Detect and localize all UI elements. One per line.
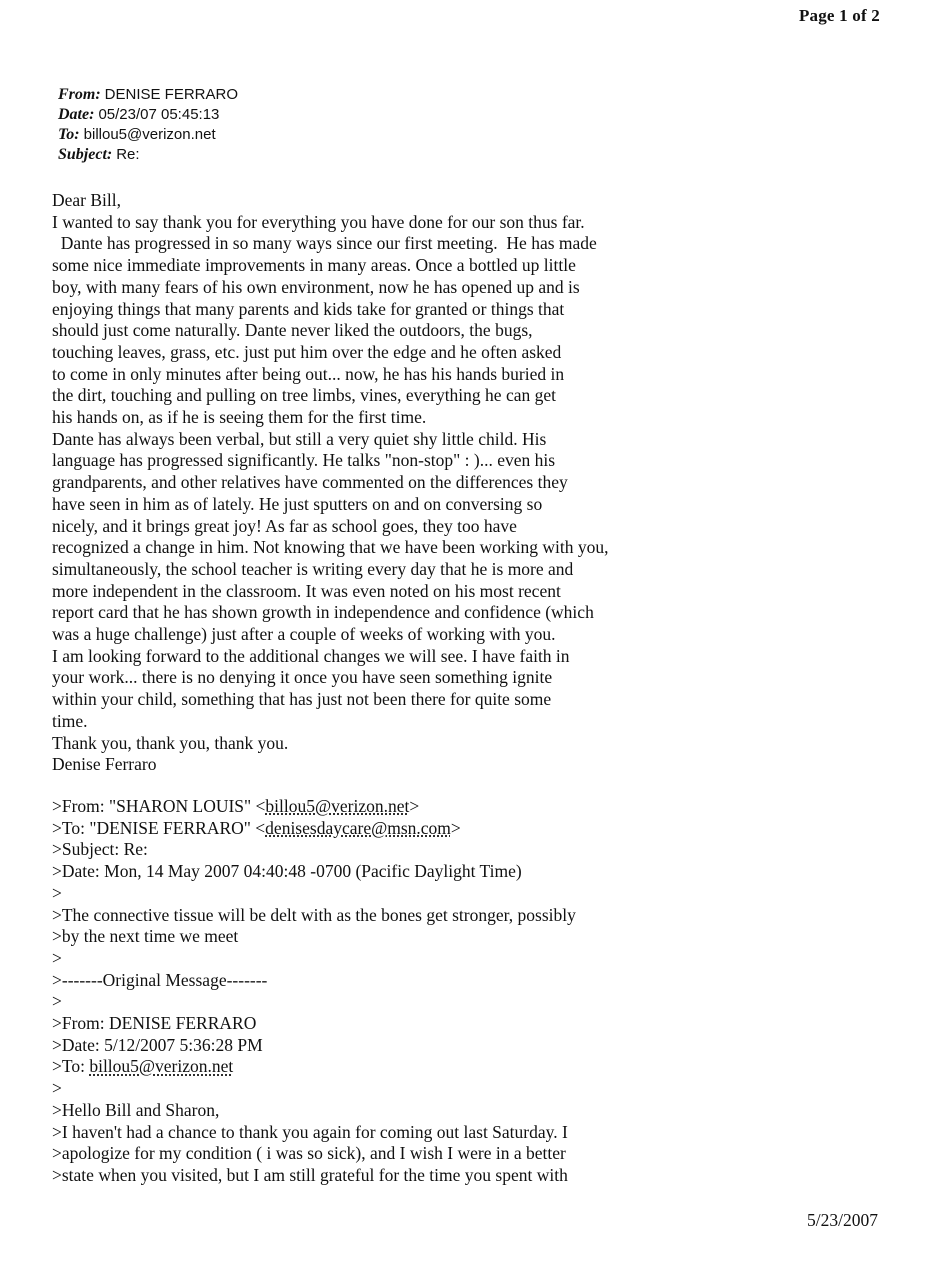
to-value: billou5@verizon.net bbox=[83, 126, 216, 143]
letter-line: the dirt, touching and pulling on tree limbs, vines, everything he can get bbox=[52, 385, 556, 406]
letter-signature: Denise Ferraro bbox=[52, 754, 157, 775]
quoted-to-prefix: >To: "DENISE FERRARO" < bbox=[52, 817, 266, 838]
subject-label: Subject: bbox=[58, 146, 113, 163]
letter-line: was a huge challenge) just after a couple of weeks of working with you. bbox=[52, 624, 556, 645]
quoted-blank-line: > bbox=[52, 947, 62, 968]
letter-line: should just come naturally. Dante never liked the outdoors, the bugs, bbox=[52, 320, 533, 341]
from-value: DENISE FERRARO bbox=[104, 86, 239, 103]
footer-date: 5/23/2007 bbox=[807, 1210, 878, 1230]
letter-line: I am looking forward to the additional changes we will see. I have faith in bbox=[52, 645, 570, 666]
letter-line: report card that he has shown growth in independence and confidence (which bbox=[52, 602, 594, 623]
original-to-line bbox=[52, 1056, 702, 1078]
quoted-from-line bbox=[52, 796, 702, 818]
letter-line: Thank you, thank you, thank you. bbox=[52, 732, 289, 753]
letter-line: time. bbox=[52, 710, 88, 731]
letter-line: enjoying things that many parents and kids take for granted or things that bbox=[52, 298, 565, 319]
quoted-subject-line: >Subject: Re: bbox=[52, 839, 148, 860]
subject-value: Re: bbox=[116, 146, 140, 163]
to-row bbox=[58, 125, 238, 145]
letter-line: recognized a change in him. Not knowing that we have been working with you, bbox=[52, 537, 609, 558]
letter-line: grandparents, and other relatives have commented on the differences they bbox=[52, 472, 568, 493]
letter-line: Dante has always been verbal, but still a very quiet shy little child. His bbox=[52, 428, 547, 449]
letter-line: his hands on, as if he is seeing them for the first time. bbox=[52, 407, 427, 428]
original-to-email-link[interactable]: billou5@verizon.net bbox=[89, 1056, 234, 1077]
original-message-line: >apologize for my condition ( i was so sick), and I wish I were in a better bbox=[52, 1143, 566, 1164]
letter-line: I wanted to say thank you for everything you have done for our son thus far. bbox=[52, 211, 585, 232]
quoted-from-email-link[interactable]: billou5@verizon.net bbox=[265, 796, 410, 816]
quoted-message-line: >The connective tissue will be delt with as the bones get stronger, possibly bbox=[52, 904, 576, 925]
letter-line: touching leaves, grass, etc. just put him over the edge and he often asked bbox=[52, 341, 562, 362]
subject-row bbox=[58, 145, 238, 165]
letter-line: more independent in the classroom. It was even noted on his most recent bbox=[52, 580, 561, 601]
to-label: To: bbox=[58, 126, 80, 143]
original-message-line: >state when you visited, but I am still grateful for the time you spent with bbox=[52, 1164, 568, 1185]
letter-line: simultaneously, the school teacher is writing every day that he is more and bbox=[52, 558, 574, 579]
quoted-to-email-link[interactable]: denisesdaycare@msn.com bbox=[265, 817, 451, 838]
quoted-date-line: >Date: Mon, 14 May 2007 04:40:48 -0700 (Pacific Daylight Time) bbox=[52, 861, 522, 882]
letter-line: have seen in him as of lately. He just sputters on and on conversing so bbox=[52, 493, 543, 514]
letter-line: within your child, something that has just not been there for quite some bbox=[52, 689, 552, 710]
quoted-thread bbox=[52, 796, 702, 1187]
letter-line: language has progressed significantly. He talks "non-stop" : )... even his bbox=[52, 450, 556, 471]
from-label: From: bbox=[58, 86, 101, 103]
original-from-line: >From: DENISE FERRARO bbox=[52, 1013, 257, 1034]
date-value: 05/23/07 05:45:13 bbox=[98, 106, 220, 123]
letter-line: your work... there is no denying it once you have seen something ignite bbox=[52, 667, 553, 688]
quoted-blank-line: > bbox=[52, 991, 62, 1012]
quoted-blank-line: > bbox=[52, 882, 62, 903]
from-row bbox=[58, 85, 238, 105]
email-header bbox=[58, 85, 238, 165]
letter-line: nicely, and it brings great joy! As far as school goes, they too have bbox=[52, 515, 517, 536]
quoted-from-prefix: >From: "SHARON LOUIS" < bbox=[52, 796, 266, 816]
original-message-line: >I haven't had a chance to thank you again for coming out last Saturday. I bbox=[52, 1121, 568, 1142]
letter-line: Dante has progressed in so many ways since our first meeting. He has made bbox=[52, 233, 597, 254]
letter-body bbox=[52, 190, 702, 776]
original-to-prefix: >To: bbox=[52, 1056, 90, 1077]
page-number: Page 1 of 2 bbox=[798, 6, 880, 25]
letter-greeting: Dear Bill, bbox=[52, 190, 122, 210]
original-date-line: >Date: 5/12/2007 5:36:28 PM bbox=[52, 1034, 263, 1055]
quoted-to-suffix: > bbox=[450, 817, 461, 838]
quoted-from-suffix: > bbox=[409, 796, 420, 816]
quoted-to-line bbox=[52, 818, 702, 840]
original-message-marker: >-------Original Message------- bbox=[52, 969, 268, 990]
letter-line: some nice immediate improvements in many areas. Once a bottled up little bbox=[52, 255, 576, 276]
letter-line: boy, with many fears of his own environment, now he has opened up and is bbox=[52, 276, 580, 297]
date-label: Date: bbox=[58, 106, 95, 123]
date-row bbox=[58, 105, 238, 125]
original-greeting: >Hello Bill and Sharon, bbox=[52, 1099, 220, 1120]
letter-line: to come in only minutes after being out... now, he has his hands buried in bbox=[52, 363, 565, 384]
quoted-message-line: >by the next time we meet bbox=[52, 926, 239, 947]
quoted-blank-line: > bbox=[52, 1078, 62, 1099]
